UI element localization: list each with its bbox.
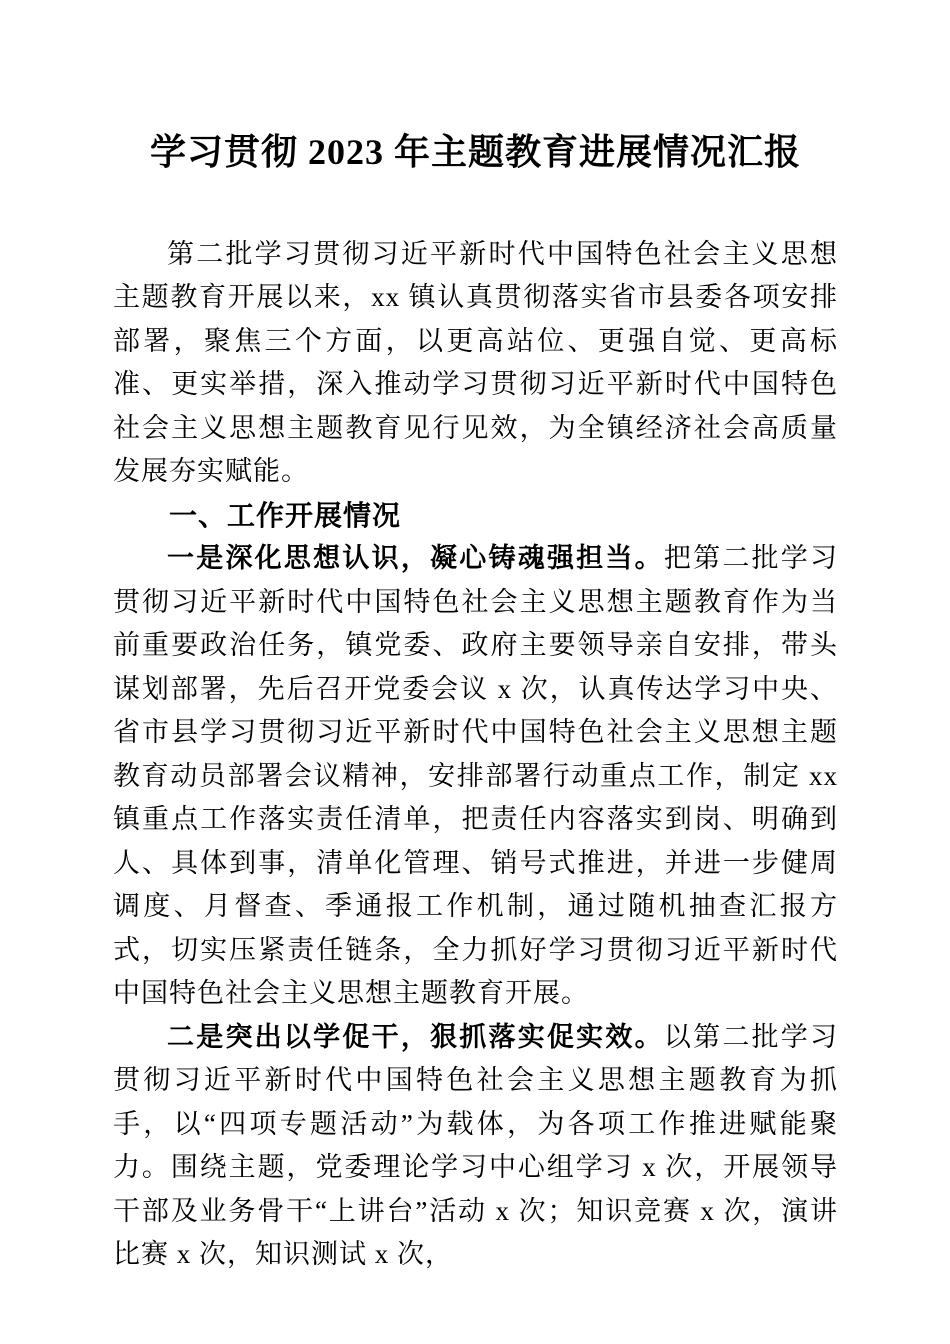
- point-2-body-text: 以第二批学习贯彻习近平新时代中国特色社会主义思想主题教育为抓手，以“四项专题活动”为载体，为各项工作推进赋能聚力。围绕主题，党委理论学习中心组学习 x 次，开展领导干部及业务骨干“上讲台”活动 x 次；知识竞赛 x 次，演讲比赛 x 次，知识测试 x 次，: [113, 1021, 839, 1270]
- point-2-lead-sentence: 二是突出以学促干，狠抓落实促实效。: [167, 1021, 664, 1052]
- intro-paragraph: 第二批学习贯彻习近平新时代中国特色社会主义思想主题教育开展以来，xx 镇认真贯彻落实省市县委各项安排部署，聚焦三个方面，以更高站位、更强自觉、更高标准、更实举措，深入推动学习贯彻习近平新时代中国特色社会主义思想主题教育见行见效，为全镇经济社会高质量发展夯实赋能。: [113, 238, 838, 487]
- section-heading-work-progress: 一、工作开展情况: [169, 499, 402, 531]
- point-2-paragraph: [113, 1016, 838, 1277]
- point-1-lead-sentence: 一是深化思想认识，凝心铸魂强担当。: [167, 543, 664, 574]
- document-title: 学习贯彻 2023 年主题教育进展情况汇报: [149, 132, 801, 172]
- point-1-body-text: 把第二批学习贯彻习近平新时代中国特色社会主义思想主题教育作为当前重要政治任务，镇党委、政府主要领导亲自安排，带头谋划部署，先后召开党委会议 x 次，认真传达学习中央、省市县学习贯彻习近平新时代中国特色社会主义思想主题教育动员部署会议精神，安排部署行动重点工作，制定 xx 镇重点工作落实责任清单，把责任内容落实到岗、明确到人、具体到事，清单化管理、销号式推进，并进一步健周调度、月督查、季通报工作机制，通过随机抽查汇报方式，切实压紧责任链条，全力抓好学习贯彻习近平新时代中国特色社会主义思想主题教育开展。: [113, 543, 839, 1009]
- point-1-paragraph: [113, 537, 838, 1016]
